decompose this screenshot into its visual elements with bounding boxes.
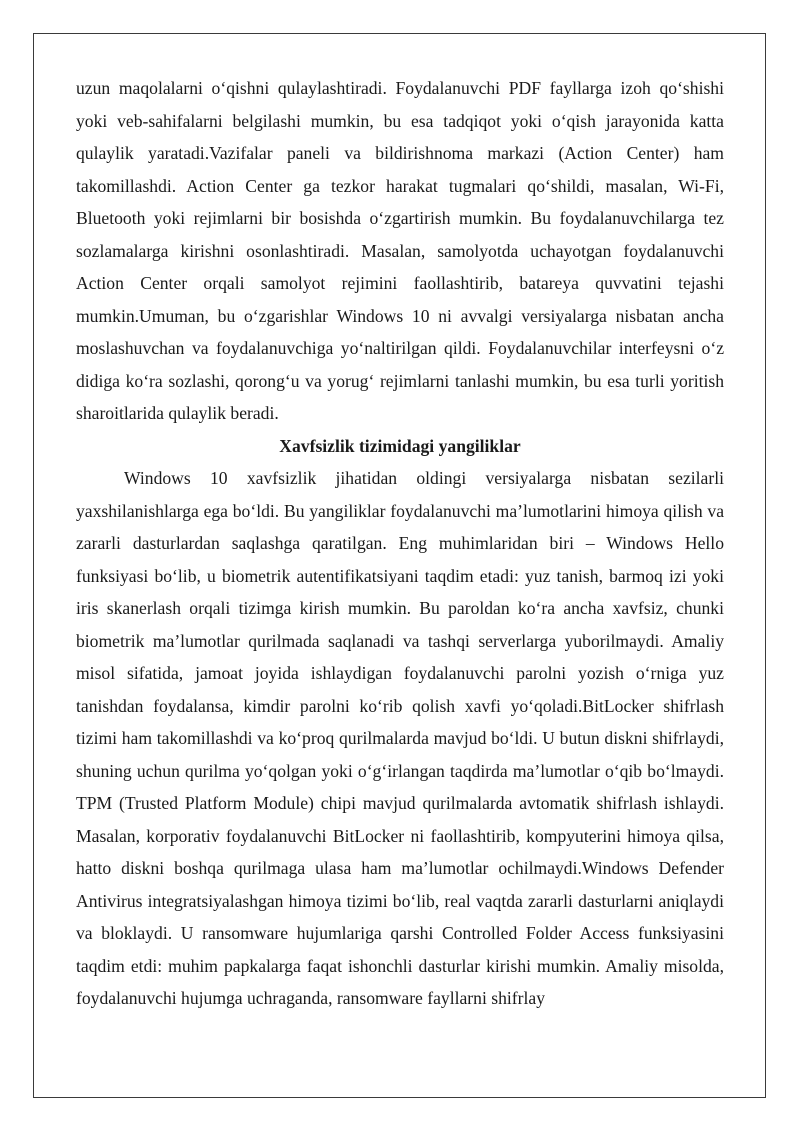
- section-heading: Xavfsizlik tizimidagi yangiliklar: [279, 435, 521, 456]
- page-text-body: [76, 72, 724, 1015]
- body-paragraph: uzun maqolalarni o‘qishni qulaylashtiradi. Foydalanuvchi PDF fayllarga izoh qo‘shishi yoki veb-sahifalarni belgilashi mumkin, bu esa tadqiqot yoki o‘qish jarayonida katta qulaylik yaratadi.Vazifalar paneli va bildirishnoma markazi (Action Center) ham takomillashdi. Action Center ga tezkor harakat tugmalari qo‘shildi, masalan, Wi-Fi, Bluetooth yoki rejimlarni bir bosishda o‘zgartirish mumkin. Bu foydalanuvchilarga tez sozlamalarga kirishni osonlashtiradi. Masalan, samolyotda uchayotgan foydalanuvchi Action Center orqali samolyot rejimini faollashtirib, batareya quvvatini tejashi mumkin.Umuman, bu o‘zgarishlar Windows 10 ni avvalgi versiyalarga nisbatan ancha moslashuvchan va foydalanuvchiga yo‘naltirilgan qildi. Foydalanuvchilar interfeysni o‘z didiga ko‘ra sozlashi, qorong‘u va yorug‘ rejimlarni tanlashi mumkin, bu esa turli yoritish sharoitlarida qulaylik beradi.: [76, 78, 724, 423]
- body-paragraph: Windows 10 xavfsizlik jihatidan oldingi versiyalarga nisbatan sezilarli yaxshilanishlarga ega bo‘ldi. Bu yangiliklar foydalanuvchi ma’lumotlarini himoya qilish va zararli dasturlardan saqlashga qaratilgan. Eng muhimlaridan biri – Windows Hello funksiyasi bo‘lib, u biometrik autentifikatsiyani taqdim etadi: yuz tanish, barmoq izi yoki iris skanerlash orqali tizimga kirish mumkin. Bu paroldan ko‘ra ancha xavfsiz, chunki biometrik ma’lumotlar qurilmada saqlanadi va tashqi serverlarga yuborilmaydi. Amaliy misol sifatida, jamoat joyida ishlaydigan foydalanuvchi parolni yozish o‘rniga yuz tanishdan foydalansa, kimdir parolni ko‘rib qolish xavfi yo‘qoladi.BitLocker shifrlash tizimi ham takomillashdi va ko‘proq qurilmalarda mavjud bo‘ldi. U butun diskni shifrlaydi, shuning uchun qurilma yo‘qolgan yoki o‘g‘irlangan taqdirda ma’lumotlar o‘qib bo‘lmaydi. TPM (Trusted Platform Module) chipi mavjud qurilmalarda avtomatik shifrlash ishlaydi. Masalan, korporativ foydalanuvchi BitLocker ni faollashtirib, kompyuterini himoya qilsa, hatto diskni boshqa qurilmaga ulasa ham ma’lumotlar ochilmaydi.Windows Defender Antivirus integratsiyalashgan himoya tizimi bo‘lib, real vaqtda zararli dasturlarni aniqlaydi va bloklaydi. U ransomware hujumlariga qarshi Controlled Folder Access funksiyasini taqdim etdi: muhim papkalarga faqat ishonchli dasturlar kirishi mumkin. Amaliy misolda, foydalanuvchi hujumga uchraganda, ransomware fayllarni shifrlay: [76, 468, 724, 1008]
